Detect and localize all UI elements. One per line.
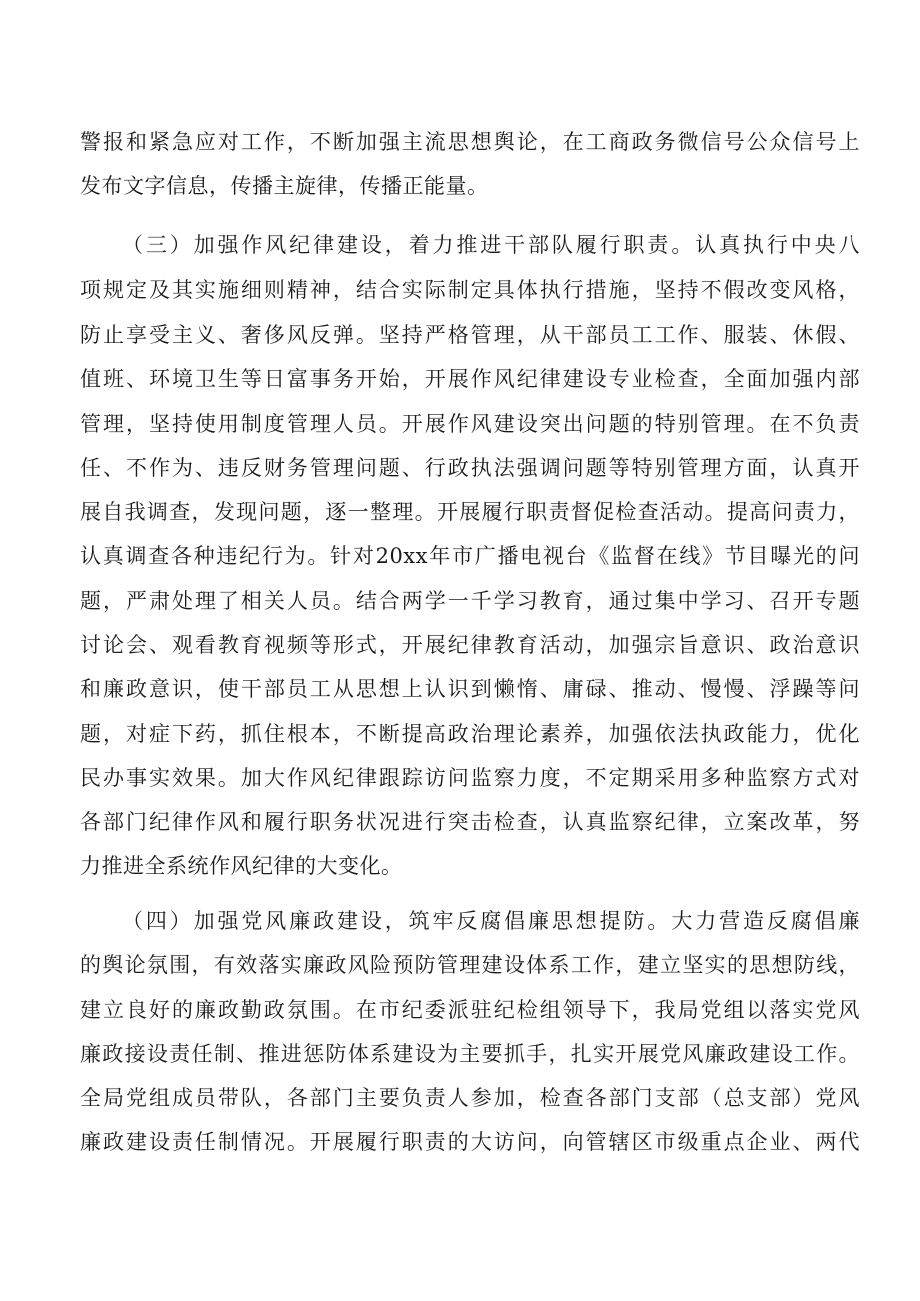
text-line: 认真调查各种违纪行为。针对20xx年市广播电视台《监督在线》节目曝光的问 bbox=[80, 544, 860, 568]
text-line: 防止享受主义、奢侈风反弹。坚持严格管理，从干部员工工作、服装、休假、 bbox=[80, 323, 860, 347]
text-line: 廉政建设责任制情况。开展履行职责的大访问，向管辖区市级重点企业、两代 bbox=[80, 1130, 860, 1154]
text-line: 题，严肃处理了相关人员。结合两学一千学习教育，通过集中学习、召开专题 bbox=[80, 589, 860, 613]
text-line: 廉政接设责任制、推进惩防体系建设为主要抓手，扎实开展党风廉政建设工作。 bbox=[80, 1042, 860, 1066]
text-line: 建立良好的廉政勤政氛围。在市纪委派驻纪检组领导下，我局党组以落实党风 bbox=[80, 998, 860, 1022]
text-line: 题，对症下药，抓住根本，不断提高政治理论素养，加强依法执政能力，优化 bbox=[80, 722, 860, 746]
text-line: 管理，坚持使用制度管理人员。开展作风建设突出问题的特别管理。在不负责 bbox=[80, 412, 860, 436]
text-line: 项规定及其实施细则精神，结合实际制定具体执行措施，坚持不假改变风格， bbox=[80, 278, 860, 302]
text-line: 警报和紧急应对工作，不断加强主流思想舆论，在工商政务微信号公众信号上 bbox=[80, 130, 860, 154]
text-line: 的舆论氛围，有效落实廉政风险预防管理建设体系工作，建立坚实的思想防线， bbox=[80, 953, 860, 977]
text-line: 各部门纪律作风和履行职务状况进行突击检查，认真监察纪律，立案改革，努 bbox=[80, 810, 860, 834]
text-line: 力推进全系统作风纪律的大变化。 bbox=[80, 854, 403, 878]
paragraph-heading-4: （四）加强党风廉政建设，筑牢反腐倡廉思想提防。大力营造反腐倡廉 bbox=[122, 909, 860, 933]
text-line: 讨论会、观看教育视频等形式，开展纪律教育活动，加强宗旨意识、政治意识 bbox=[80, 633, 860, 657]
text-line: 民办事实效果。加大作风纪律跟踪访问监察力度，不定期采用多种监察方式对 bbox=[80, 766, 860, 790]
text-line: 展自我调查，发现问题，逐一整理。开展履行职责督促检查活动。提高问责力， bbox=[80, 500, 860, 524]
text-line: 发布文字信息，传播主旋律，传播正能量。 bbox=[80, 174, 489, 198]
text-line: 值班、环境卫生等日富事务开始，开展作风纪律建设专业检查，全面加强内部 bbox=[80, 367, 860, 391]
text-line: 全局党组成员带队，各部门主要负责人参加，检查各部门支部（总支部）党风 bbox=[80, 1086, 860, 1110]
paragraph-heading-3: （三）加强作风纪律建设，着力推进干部队履行职责。认真执行中央八 bbox=[122, 233, 860, 257]
text-line: 和廉政意识，使干部员工从思想上认识到懒惰、庸碌、推动、慢慢、浮躁等问 bbox=[80, 677, 860, 701]
text-line: 任、不作为、违反财务管理问题、行政执法强调问题等特别管理方面，认真开 bbox=[80, 456, 860, 480]
